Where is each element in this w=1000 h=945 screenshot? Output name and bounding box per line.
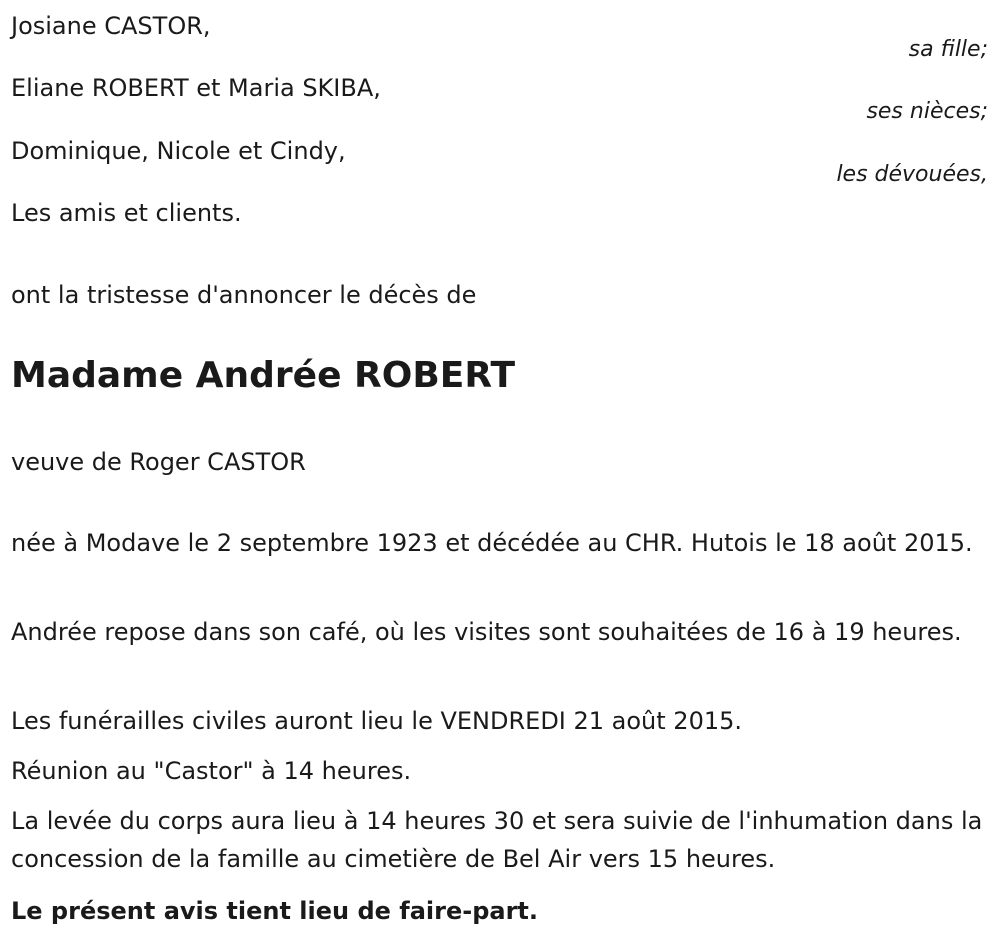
closing-note: Le présent avis tient lieu de faire-part. bbox=[11, 897, 539, 925]
family-member-caregivers: Dominique, Nicole et Cindy, bbox=[11, 137, 346, 165]
meeting-paragraph: Réunion au "Castor" à 14 heures. bbox=[11, 757, 412, 785]
role-caregivers: les dévouées, bbox=[836, 162, 988, 187]
family-member-friends: Les amis et clients. bbox=[11, 199, 242, 227]
family-member-daughter: Josiane CASTOR, bbox=[11, 12, 211, 40]
funeral-date-paragraph: Les funérailles civiles auront lieu le VENDREDI 21 août 2015. bbox=[11, 707, 743, 735]
visitation-paragraph: Andrée repose dans son café, où les visites sont souhaitées de 16 à 19 heures. bbox=[11, 618, 962, 646]
announcement-text: ont la tristesse d'annoncer le décès de bbox=[11, 281, 477, 309]
spouse-line: veuve de Roger CASTOR bbox=[11, 448, 306, 476]
family-member-nieces: Eliane ROBERT et Maria SKIBA, bbox=[11, 74, 381, 102]
role-daughter: sa fille; bbox=[908, 37, 988, 62]
role-nieces: ses nièces; bbox=[866, 99, 988, 124]
burial-paragraph: La levée du corps aura lieu à 14 heures 30 et sera suivie de l'inhumation dans la concession de la famille au cimetière de Bel Air vers 15 heures. bbox=[11, 807, 983, 873]
deceased-name: Madame Andrée ROBERT bbox=[11, 355, 516, 396]
birth-death-paragraph: née à Modave le 2 septembre 1923 et décédée au CHR. Hutois le 18 août 2015. bbox=[11, 529, 973, 557]
